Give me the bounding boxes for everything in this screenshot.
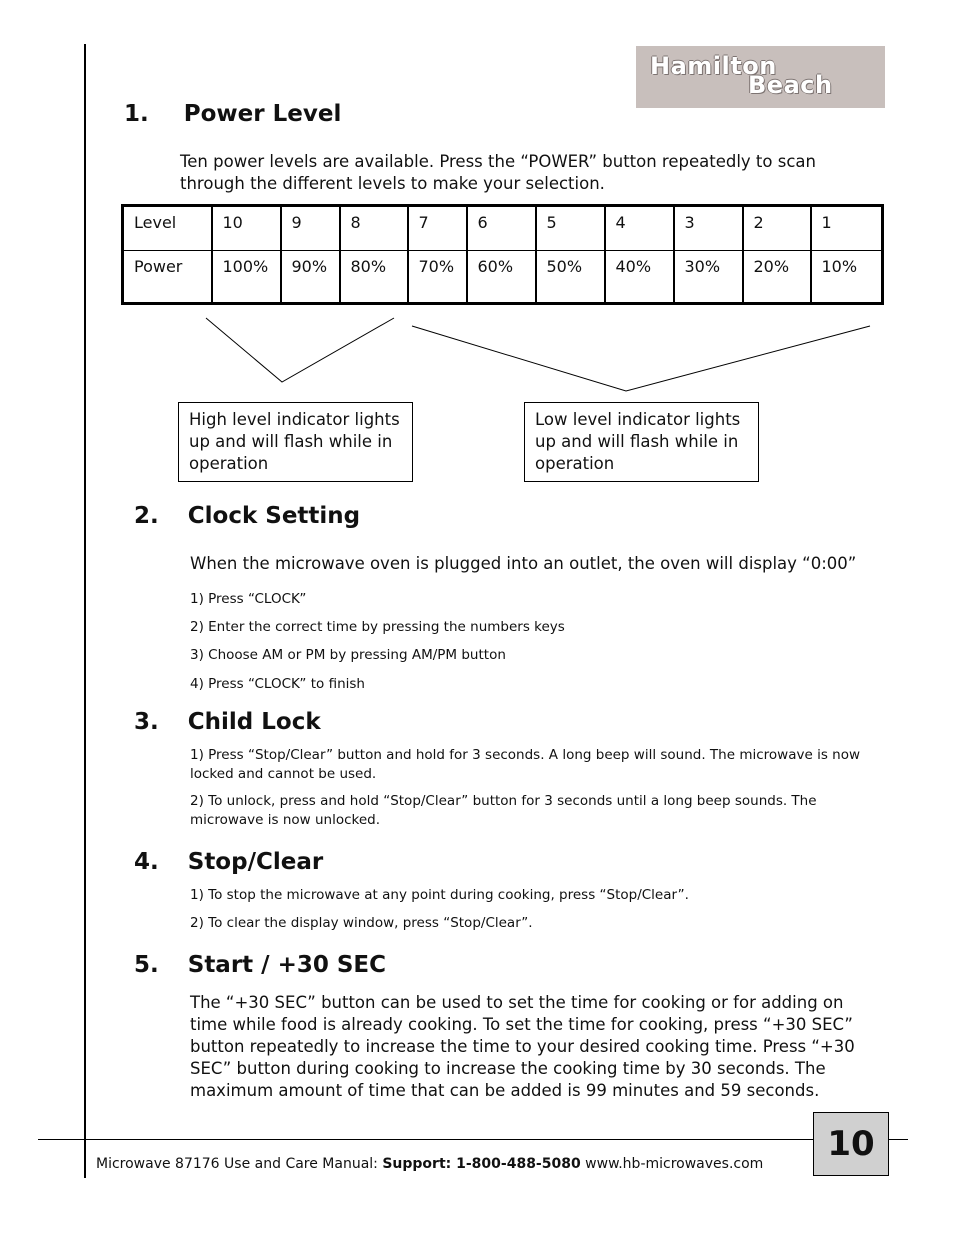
- hamilton-beach-logo: Hamilton Beach: [636, 46, 885, 108]
- table-cell: 70%: [408, 251, 467, 304]
- low-pointer-line: [412, 326, 870, 391]
- high-pointer-line: [206, 318, 394, 382]
- callout-pointer-lines: [0, 0, 954, 420]
- power-level-intro: Ten power levels are available. Press the “POWER” button repeatedly to scan through the different levels to make your selection.: [180, 152, 816, 193]
- list-item: 2) Enter the correct time by pressing the numbers keys: [190, 619, 565, 635]
- table-cell: 1: [811, 206, 883, 251]
- table-cell: 4: [605, 206, 674, 251]
- list-item: 1) To stop the microwave at any point during cooking, press “Stop/Clear”.: [190, 887, 689, 903]
- start-30-sec-body: The “+30 SEC” button can be used to set the time for cooking or for adding on time while food is already cooking. To set the time for cooking, press “+30 SEC” button repeatedly to increase the time to your desired cooking time. Press “+30 SEC” button during cooking to increase the cooking time by 30 seconds. The maximum amount of time that can be added is 99 minutes and 59 seconds.: [190, 993, 855, 1100]
- footer-url: www.hb-microwaves.com: [580, 1156, 764, 1172]
- table-cell: 5: [536, 206, 605, 251]
- table-cell: 8: [340, 206, 408, 251]
- table-cell: 10%: [811, 251, 883, 304]
- table-cell: 60%: [467, 251, 536, 304]
- list-item: 2) To unlock, press and hold “Stop/Clear” button for 3 seconds until a long beep sounds. The microwave is now unlocked.: [190, 793, 817, 828]
- table-cell: 100%: [212, 251, 281, 304]
- support-phone: Support: 1-800-488-5080: [382, 1156, 581, 1172]
- clock-setting-intro: When the microwave oven is plugged into an outlet, the oven will display “0:00”: [190, 554, 857, 573]
- footer-rule: [38, 1139, 908, 1140]
- table-cell: 6: [467, 206, 536, 251]
- table-cell: 90%: [281, 251, 340, 304]
- section-4-heading: 4. Stop/Clear: [134, 849, 324, 875]
- list-item: 4) Press “CLOCK” to finish: [190, 676, 365, 692]
- table-cell: Power: [123, 251, 212, 304]
- page-number: 10: [813, 1112, 889, 1176]
- table-cell: 9: [281, 206, 340, 251]
- table-cell: 3: [674, 206, 743, 251]
- section-2-heading: 2. Clock Setting: [134, 503, 361, 529]
- section-1-heading: 1. Power Level: [124, 101, 342, 127]
- table-cell: 30%: [674, 251, 743, 304]
- section-5-heading: 5. Start / +30 SEC: [134, 952, 387, 978]
- table-cell: 80%: [340, 251, 408, 304]
- list-item: 1) Press “CLOCK”: [190, 591, 307, 607]
- table-cell: 7: [408, 206, 467, 251]
- table-cell: 40%: [605, 251, 674, 304]
- table-cell: 2: [743, 206, 811, 251]
- low-level-callout: Low level indicator lights up and will flash while in operation: [524, 402, 759, 482]
- footer-text: Microwave 87176 Use and Care Manual: Support: 1-800-488-5080 www.hb-microwaves.com: [96, 1156, 764, 1172]
- high-level-callout: High level indicator lights up and will flash while in operation: [178, 402, 413, 482]
- table-cell: 10: [212, 206, 281, 251]
- table-cell: 20%: [743, 251, 811, 304]
- list-item: 2) To clear the display window, press “Stop/Clear”.: [190, 915, 533, 931]
- list-item: 3) Choose AM or PM by pressing AM/PM button: [190, 647, 506, 663]
- section-3-heading: 3. Child Lock: [134, 709, 321, 735]
- table-cell: Level: [123, 206, 212, 251]
- list-item: 1) Press “Stop/Clear” button and hold for 3 seconds. A long beep will sound. The microwave is now locked and cannot be used.: [190, 747, 860, 782]
- table-cell: 50%: [536, 251, 605, 304]
